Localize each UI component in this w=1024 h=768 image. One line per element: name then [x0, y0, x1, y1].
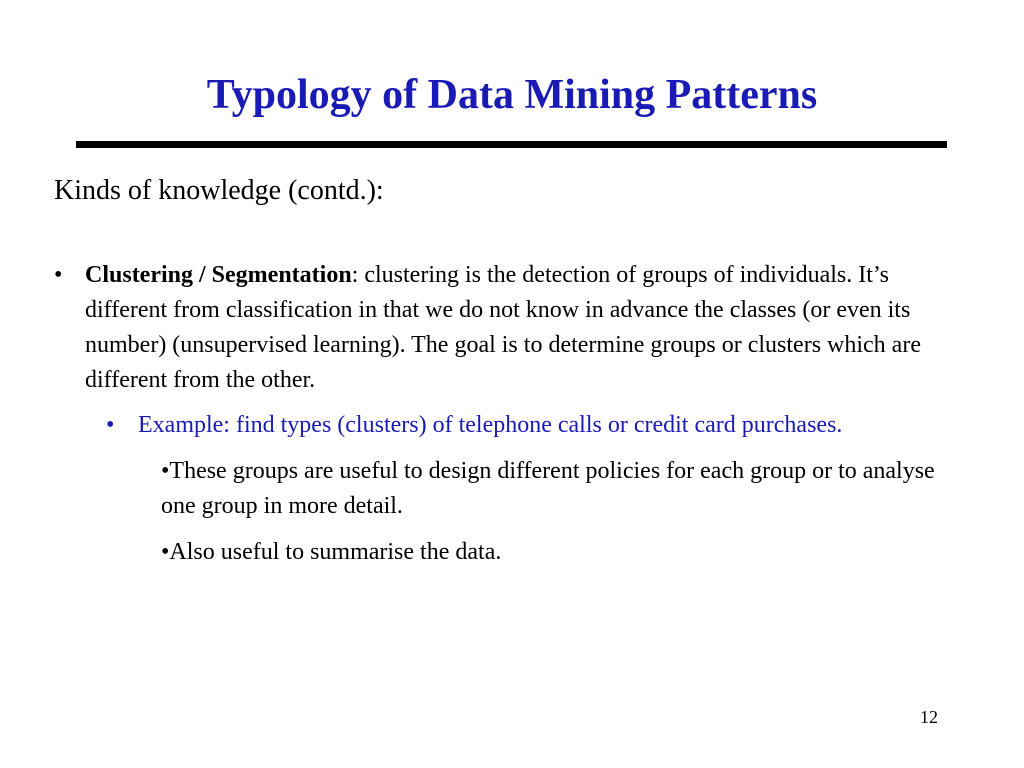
example-text: Example: find types (clusters) of telephone calls or credit card purchases.: [138, 412, 843, 438]
subpoint-text: These groups are useful to design different policies for each group or to analyse one group in more detail.: [161, 458, 935, 519]
bullet-icon: •: [106, 412, 115, 438]
intro-heading: Kinds of knowledge (contd.):: [54, 175, 384, 206]
slide-title: Typology of Data Mining Patterns: [206, 72, 818, 118]
bullet-list: [54, 258, 954, 570]
bullet-icon: •: [54, 262, 63, 288]
subpoint-item: [161, 454, 951, 524]
title-divider: [76, 141, 947, 148]
example-item: [106, 408, 868, 443]
bullet-icon: •: [161, 458, 170, 484]
subpoint-item: [161, 535, 951, 570]
subpoint-text: Also useful to summarise the data.: [169, 539, 502, 565]
bullet-term: Clustering / Segmentation: [85, 262, 352, 288]
bullet-item-clustering: [54, 258, 945, 398]
bullet-description: : clustering is the detection of groups of individuals. It’s different from classification in that we do not know in advance the classes (or even its number) (unsupervised learning). The goal is to determine groups or clusters which are different from the other.: [85, 262, 921, 393]
bullet-icon: •: [161, 539, 170, 565]
page-number: 12: [920, 707, 938, 727]
